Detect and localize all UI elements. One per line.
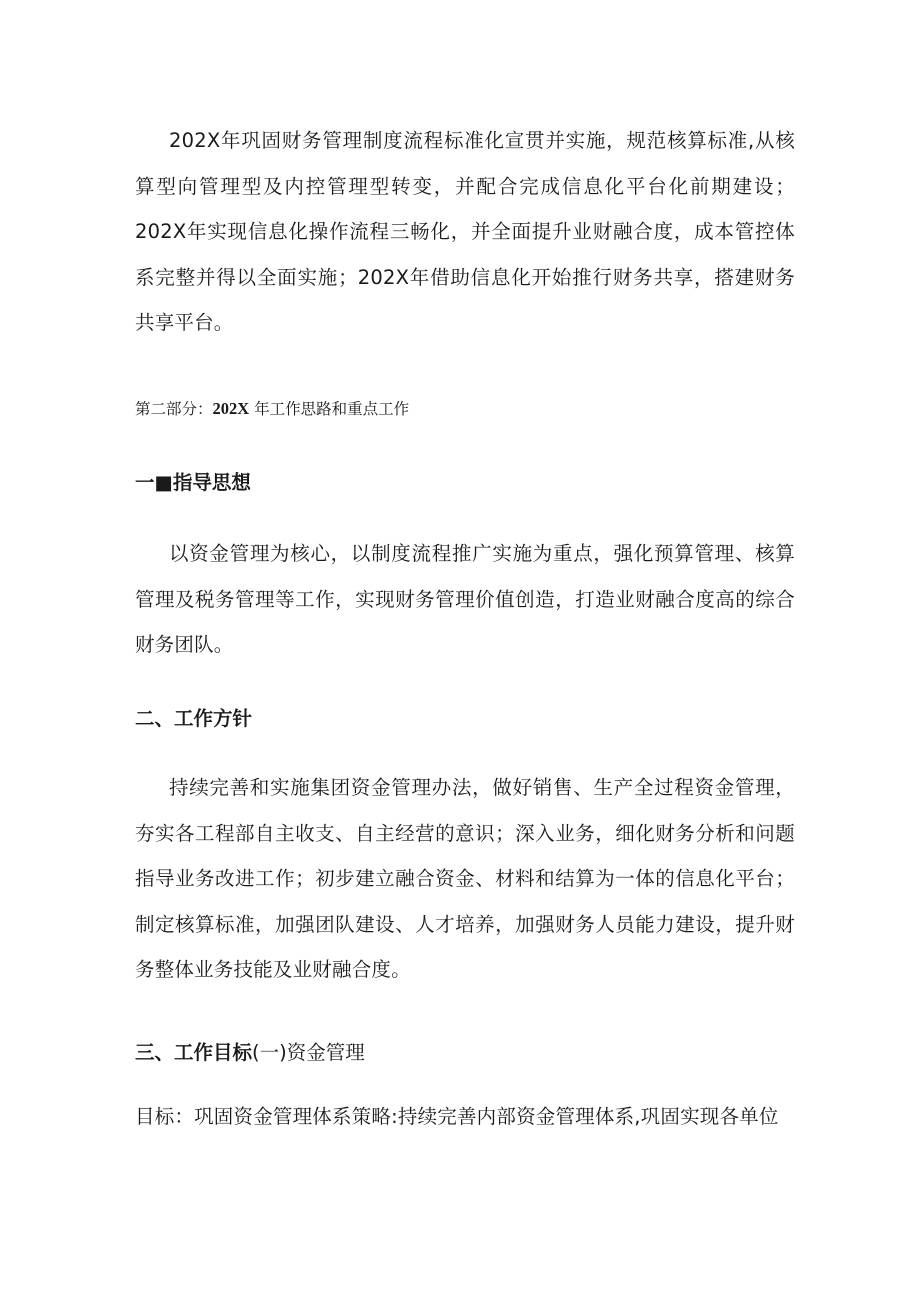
- part-title-rest: 年工作思路和重点工作: [249, 400, 410, 418]
- heading-work-goals-label: 三、工作目标: [135, 1041, 253, 1064]
- heading-fund-management: (一)资金管理: [252, 1041, 365, 1064]
- heading-guiding-ideology: 一■指导思想: [135, 471, 251, 494]
- work-policy-paragraph: 持续完善和实施集团资金管理办法，做好销售、生产全过程资金管理，夯实各工程部自主收支、自主经营的意识；深入业务，细化财务分析和问题指导业务改进工作；初步建立融合资金、材料和结算为一体的信息化平台；制定核算标准，加强团队建设、人才培养，加强财务人员能力建设，提升财务整体业务技能及业财融合度。: [135, 776, 795, 981]
- guiding-ideology-paragraph: 以资金管理为核心，以制度流程推广实施为重点，强化预算管理、核算管理及税务管理等工作，实现财务管理价值创造，打造业财融合度高的综合财务团队。: [135, 542, 795, 656]
- goal-paragraph: 目标：巩固资金管理体系策略:持续完善内部资金管理体系,巩固实现各单位: [135, 1105, 779, 1128]
- part-title-prefix: 第二部分：: [135, 400, 213, 418]
- intro-paragraph: 202X年巩固财务管理制度流程标准化宣贯并实施，规范核算标准,从核算型向管理型及内控管理型转变，并配合完成信息化平台化前期建设；202X年实现信息化操作流程三畅化，并全面提升业财融合度，成本管控体系完整并得以全面实施；202X年借助信息化开始推行财务共享，搭建财务共享平台。: [135, 129, 795, 334]
- heading-work-goals: [135, 1038, 365, 1068]
- part-title-year: 202X: [212, 399, 250, 418]
- heading-work-policy: 二、工作方针: [135, 707, 253, 730]
- part-title: [135, 396, 409, 422]
